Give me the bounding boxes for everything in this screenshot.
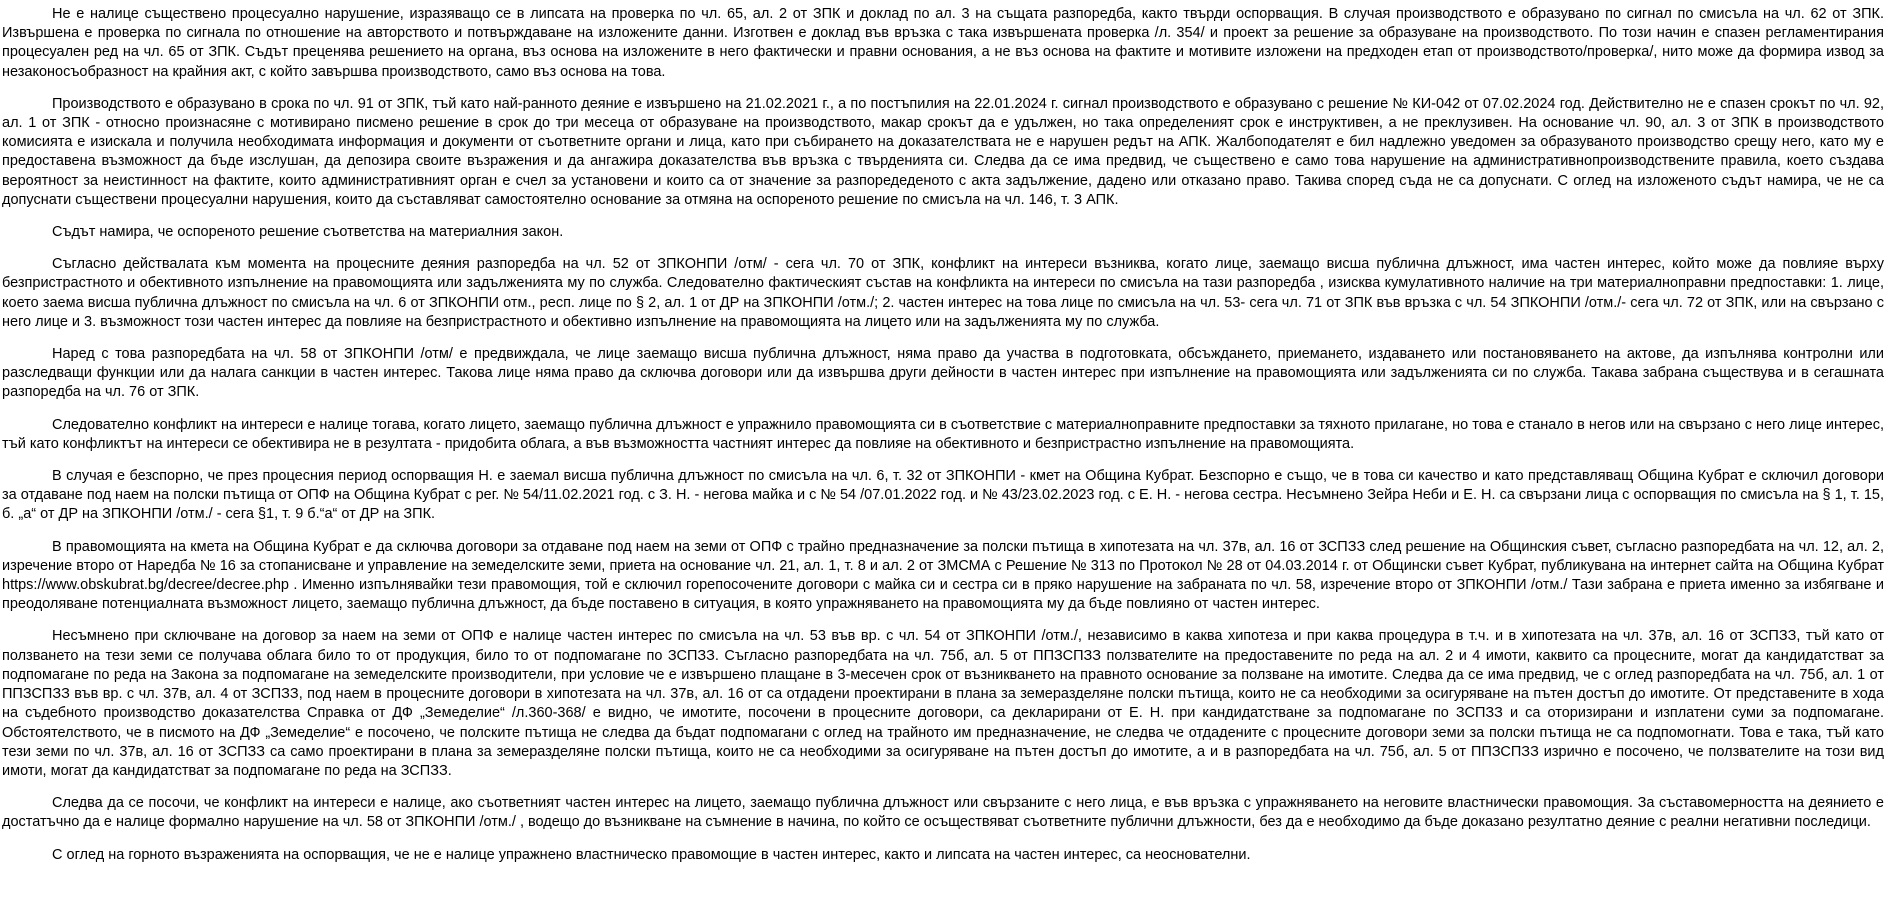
paragraph-private-interest: Несъмнено при сключване на договор за наем на земи от ОПФ е налице частен интерес по смисъла на чл. 53 във вр. с чл. 54 от ЗПКОНПИ /отм./, независимо в каква хипотеза и при каква процедура в т.ч. и в хипотезата на чл. 37в, ал. 16 от ЗСПЗЗ, тъй като от ползването на тези земи се получава облага било то от продукция, било то от подпомагане по ЗСПЗЗ. Съгласно разпоредбата на чл. 75б, ал. 5 от ППЗСПЗЗ ползвателите на предоставените по реда на ал. 2 и 4 имоти, каквито са процесните, могат да кандидатстват за подпомагане по реда на Закона за подпомагане на земеделските производители, при условие че е извършено плащане в 3-месечен срок от възникването на правното основание за ползване на имотите. Следва да се има предвид, че с оглед разпоредбата на чл. 75б, ал. 1 от ППЗСПЗЗ във вр. с чл. 37в, ал. 4 от ЗСПЗЗ, под наем в процесните договори в хипотезата на чл. 37в, ал. 16 от са отдадени проектирани в плана за земеразделяне полски пътища, които не са необходими за осигуряване на пътен достъп до имотите. От представените в хода на съдебното производство доказателства Справка от ДФ „Земеделие“ /л.360-368/ е видно, че имотите, посочени в процесните договори, са декларирани от Е. Н. при кандидатстване за подпомагане по ЗСПЗЗ и са оторизирани и изплатени суми за подпомагане. Обстоятелството, че в писмото на ДФ „Земеделие“ е посочено, че полските пътища не следва да бъдат подпомагани с оглед на трайното им предназначение, не следва че отдадените с процесните договори земи за полски пътища не са подпомогнати. Това е така, тъй като тези земи по чл. 37в, ал. 16 от ЗСПЗЗ са само проектирани в плана за земеразделяне полски пътища, които не са необходими за осигуряване на пътен достъп до имотите, а и в разпоредбата на чл. 75б, ал. 5 от ППЗСПЗЗ изрично е посочено, че ползвателите на този вид имоти, могат да кандидатстват за подпомагане по реда на ЗСПЗЗ.: [2, 628, 1884, 779]
paragraph-proceedings-term: Производството е образувано в срока по чл. 91 от ЗПК, тъй като най-ранното деяние е извършено на 21.02.2021 г., а по постъпилия на 22.01.2024 г. сигнал производството е образувано с решение № КИ-042 от 07.02.2024 год. Действително не е спазен срокът по чл. 92, ал. 1 от ЗПК - относно произнасяне с мотивирано писмено решение в срок до три месеца от образуване на производството, макар срокът да е удължен, но така определеният срок е инструктивен, а не преклузивен. На основание чл. 90, ал. 3 от ЗПК в производството комисията е изискала и получила необходимата информация и документи от съответните органи и лица, като при събирането на доказателствата не е нарушен редът на АПК. Жалбоподателят е бил надлежно уведомен за образуваното производство срещу него, като му е предоставена възможност да бъде изслушан, да депозира своите възражения и да ангажира доказателства във връзка с твърденията си. Следва да се има предвид, че съществено е само това нарушение на административнопроизводствените правила, което създава вероятност за неистинност на фактите, които административният орган е счел за установени и които са от значение за разпоредеденото с акта задължение, дадено или отказано право. Такива според съда не са допуснати. С оглед на изложеното съдът намира, че не са допуснати съществени процесуални нарушения, които да съставляват самостоятелно основание за отмяна на оспореното решение по смисъла на чл. 146, т. 3 АПК.: [2, 95, 1884, 208]
paragraph-procedural-violation: Не е налице съществено процесуално нарушение, изразяващо се в липсата на проверка по чл. 65, ал. 2 от ЗПК и доклад по ал. 3 на същата разпоредба, както твърди оспорващия. В случая производството е образувано по сигнал по смисъла на чл. 62 от ЗПК. Извършена е проверка по сигнала по отношение на авторството и потвърждаване на изложените данни. Изготвен е доклад във връзка с така извършената проверка /л. 354/ и проект за решение за образуване на производството. По този начин е спазен регламентирания процесуален ред на чл. 65 от ЗПК. Съдът преценява решението на органа, въз основа на изложените в него фактически и правни основания, а не въз основа на фактите и мотивите изложени на предходен етап от производството/проверка/, нито може да формира извод за незаконосъобразност на крайния акт, с който завършва производството, само въз основа на това.: [2, 6, 1884, 80]
paragraph-mayor-position: В случая е безспорно, че през процесния период оспорващия Н. е заемал висша публична длъжност по смисъла на чл. 6, т. 32 от ЗПКОНПИ - кмет на Община Кубрат. Безспорно е също, че в това си качество и като представляващ Община Кубрат е сключил договори за отдаване под наем на полски пътища от ОПФ на Община Кубрат с рег. № 54/11.02.2021 год. с З. Н. - негова майка и с № 54 /07.01.2022 год. и № 43/23.02.2023 год. с Е. Н. - негова сестра. Несъмнено Зейра Неби и Е. Н. са свързани лица с оспорващия по смисъла на § 1, т. 15, б. „а“ от ДР на ЗПКОНПИ /отм./ - сега §1, т. 9 б.“а“ от ДР на ЗПК.: [2, 468, 1884, 523]
paragraph-substantive-law: Съдът намира, че оспореното решение съответства на материалния закон.: [52, 224, 564, 241]
paragraph-formal-violation: Следва да се посочи, че конфликт на интереси е налице, ако съответният частен интерес на лицето, заемащо публична длъжност или свързаните с него лица, е във връзка с упражняването на неговите властнически правомощия. За съставомерността на деянието е достатъчно да е налице формално нарушение на чл. 58 от ЗПКОНПИ /отм./ , водещо до възникване на съмнение в начина, по който се осъществяват съответните публични длъжности, без да е необходимо да бъде доказано резултатно деяние с реални негативни последици.: [2, 795, 1884, 831]
paragraph-final-conclusion: С оглед на горното възраженията на оспорващия, че не е налице упражнено властническо правомощие в частен интерес, както и липсата на частен интерес, са неоснователни.: [52, 846, 1251, 863]
paragraph-conflict-definition: Съгласно действалата към момента на процесните деяния разпоредба на чл. 52 от ЗПКОНПИ /отм/ - сега чл. 70 от ЗПК, конфликт на интереси възниква, когато лице, заемащо висша публична длъжност, има частен интерес, който може да повлияе върху безпристрастното и обективното изпълнение на правомощията или задълженията му по служба. Следователно фактическият състав на конфликта на интереси по смисъла на тази разпоредба , изисква кумулативното наличие на три материалноправни предпоставки: 1. лице, което заема висша публична длъжност по смисъла на чл. 6 от ЗПКОНПИ отм., респ. лице по § 2, ал. 1 от ДР на ЗПКОНПИ /отм./; 2. частен интерес на това лице по смисъла на чл. 53- сега чл. 71 от ЗПК във връзка с чл. 54 ЗПКОНПИ /отм./- сега чл. 72 от ЗПК, или на свързано с него лице и 3. възможност този частен интерес да повлияе на безпристрастното и обективно изпълнение на правомощията на лицето или на задълженията му по служба.: [2, 256, 1884, 330]
document-body: [2, 5, 1884, 878]
paragraph-conflict-conclusion: Следователно конфликт на интереси е налице тогава, когато лицето, заемащо публична длъжност е упражнило правомощията си в съответствие с материалноправните предпоставки за тяхното прилагане, но това е станало в негов или на свързано с него лице интерес, тъй като конфликтът на интереси се обективира не в резултата - придобита облага, а във възможността частният интерес да повлияе на обективното и безпристрастно изпълнение на правомощията.: [2, 416, 1884, 452]
paragraph-art58-prohibition: Наред с това разпоредбата на чл. 58 от ЗПКОНПИ /отм/ е предвиждала, че лице заемащо висша публична длъжност, няма право да участва в подготовката, обсъждането, приемането, издаването или постановяването на актове, да изпълнява контролни или разследващи функции или да налага санкции в частен интерес. Такова лице няма право да сключва договори или да извършва други дейности в частен интерес при изпълнение на правомощията или задълженията си по служба. Такава забрана съществува и в сегашната разпоредба на чл. 76 от ЗПК.: [2, 346, 1884, 401]
paragraph-mayor-powers: В правомощията на кмета на Община Кубрат е да сключва договори за отдаване под наем на земи от ОПФ с трайно предназначение за полски пътища в хипотезата на чл. 37в, ал. 16 от ЗСПЗЗ след решение на Общинския съвет, съгласно разпоредбата на чл. 12, ал. 2, изречение второ от Наредба № 16 за стопанисване и управление на земеделските земи, приета на основание чл. 21, ал. 1, т. 8 и ал. 2 от ЗМСМА с Решение № 313 по Протокол № 28 от 04.03.2014 г. от Общински съвет Кубрат, публикувана на интернет сайта на Община Кубрат https://www.obskubrat.bg/decree/decree.php . Именно изпълнявайки тези правомощия, той е сключил горепосочените договори с майка си и сестра си в пряко нарушение на забраната по чл. 58, изречение второ от ЗПКОНПИ /отм./ Тази забрана е приета именно за избягване и преодоляване потенциалната възможност лицето, заемащо публична длъжност, да бъде поставено в ситуация, в която упражняването на правомощията му да бъде повлияно от частен интерес.: [2, 538, 1884, 613]
